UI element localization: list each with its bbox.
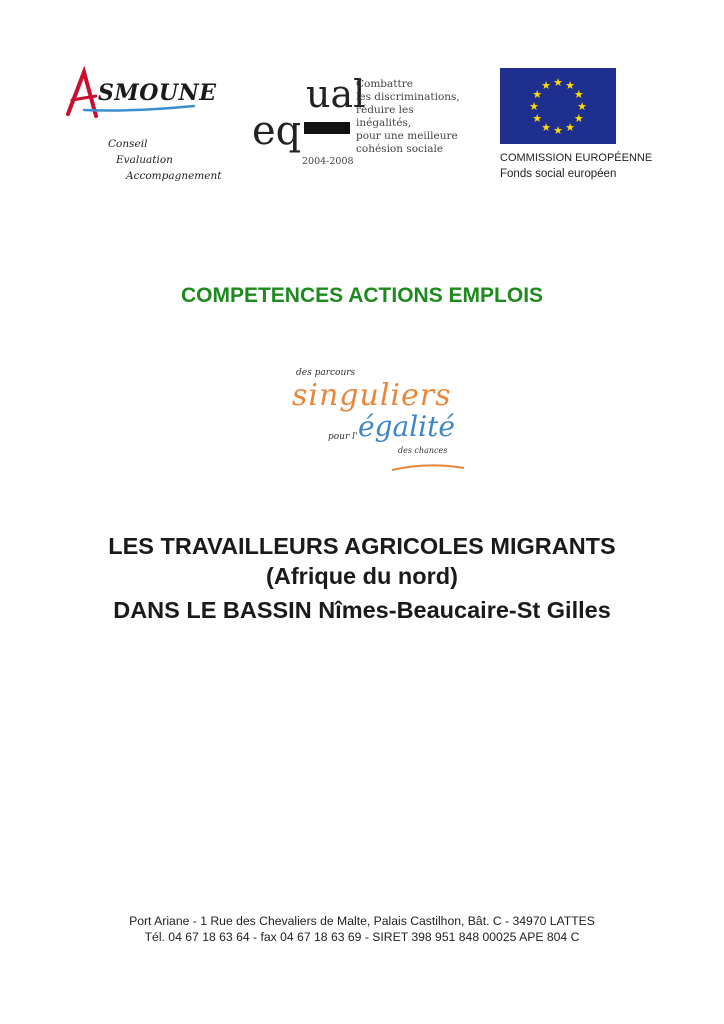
main-title-line-3: DANS LE BASSIN Nîmes-Beaucaire-St Gilles [113, 597, 611, 623]
organisation-title: COMPETENCES ACTIONS EMPLOIS [180, 284, 544, 307]
singuliers-line-3: pour l' [328, 432, 358, 442]
eu-star-icon: ★ [573, 88, 584, 101]
equal-bar [304, 122, 350, 134]
asmoune-logo [62, 66, 222, 188]
main-title-line-2: (Afrique du nord) [266, 563, 458, 589]
eu-star-icon: ★ [532, 88, 543, 101]
eu-caption-1: COMMISSION EUROPÉENNE [500, 152, 653, 164]
eu-stars [500, 68, 616, 144]
singuliers-swoosh [388, 458, 468, 478]
eu-star-icon: ★ [565, 79, 575, 93]
equal-tagline-3: réduire les inégalités, [356, 104, 414, 129]
singuliers-line-5: des chances [398, 446, 448, 455]
eu-star-icon: ★ [553, 124, 563, 137]
equal-tagline-2: les discriminations, [356, 91, 460, 103]
equal-logo [252, 70, 462, 170]
equal-tagline-4: pour une meilleure [356, 130, 458, 142]
main-title-line-1: LES TRAVAILLEURS AGRICOLES MIGRANTS [108, 533, 616, 559]
singuliers-logo [288, 358, 468, 478]
eu-star-icon: ★ [541, 120, 551, 134]
equal-eq: eq [252, 108, 302, 154]
eu-flag [500, 68, 616, 144]
eu-star-icon: ★ [553, 76, 563, 89]
eu-star-icon: ★ [573, 112, 584, 125]
eu-star-icon: ★ [532, 112, 543, 125]
eu-star-icon: ★ [541, 79, 551, 93]
equal-tagline-1: Combattre [356, 78, 413, 90]
singuliers-line-2: singuliers [292, 378, 452, 413]
eu-star-icon: ★ [577, 100, 587, 113]
asmoune-line-2: Evaluation [116, 154, 173, 166]
eu-caption-2: Fonds social européen [500, 168, 617, 180]
equal-tagline [356, 78, 462, 156]
equal-years: 2004-2008 [302, 156, 354, 167]
equal-ual: ual [306, 72, 366, 116]
singuliers-line-4: égalité [358, 410, 455, 443]
singuliers-line-1: des parcours [296, 368, 356, 378]
eu-star-icon: ★ [565, 120, 575, 134]
equal-tagline-5: cohésion sociale [356, 143, 444, 155]
asmoune-line-3: Accompagnement [126, 170, 222, 182]
asmoune-wordmark: SMOUNE [98, 80, 217, 106]
asmoune-line-1: Conseil [108, 138, 148, 150]
footer-address: Port Ariane - 1 Rue des Chevaliers de Malte, Palais Castilhon, Bât. C - 34970 LATTES [129, 914, 595, 928]
eu-star-icon: ★ [529, 100, 539, 113]
footer-contact: Tél. 04 67 18 63 64 - fax 04 67 18 63 69 - SIRET 398 951 848 00025 APE 804 C [144, 930, 580, 944]
eu-logo [500, 68, 670, 188]
